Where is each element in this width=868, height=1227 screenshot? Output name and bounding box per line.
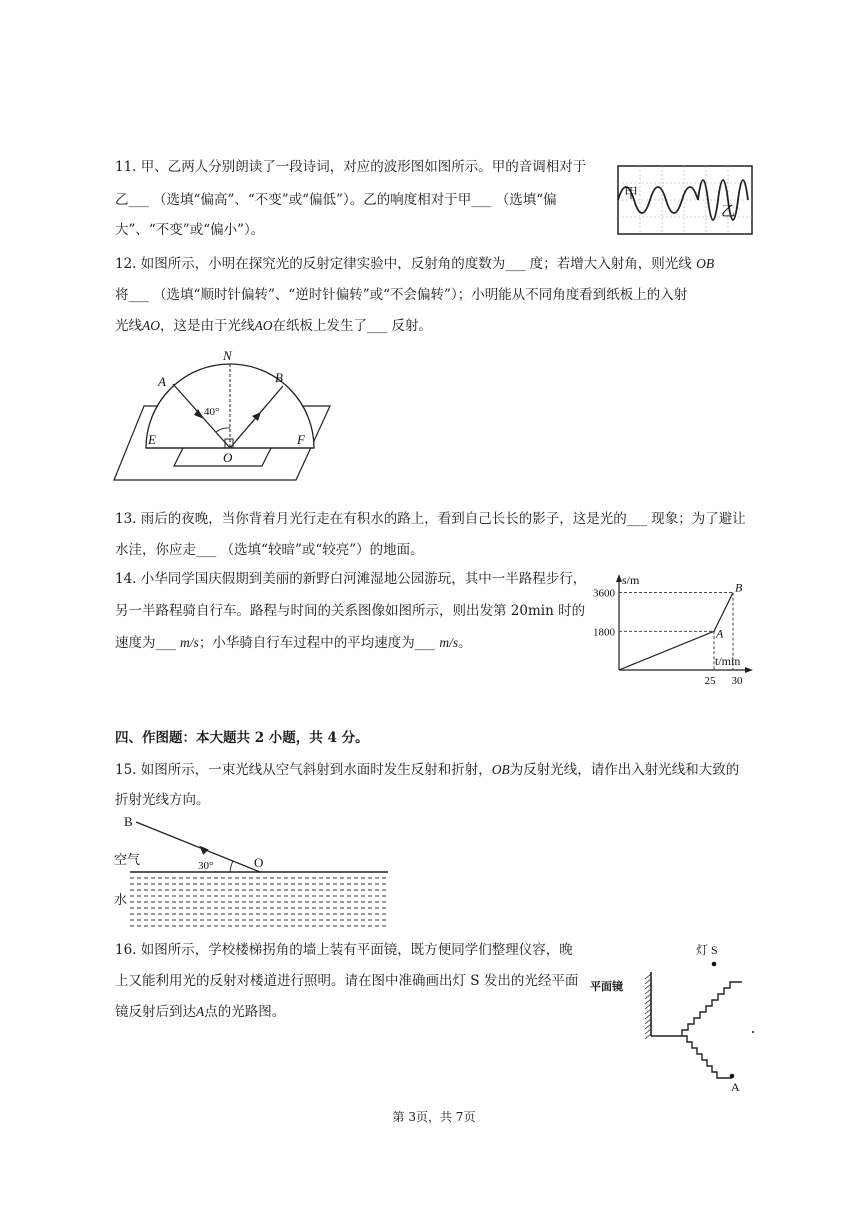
q14-line-1: 14. 小华同学国庆假期到美丽的新野白河滩湿地公园游玩，其中一半路程步行， (115, 571, 587, 587)
label-jia: 甲 (624, 187, 638, 202)
q14-unit-2: m/s (439, 635, 459, 650)
label-A: A (158, 374, 166, 389)
label-angle-30: 30° (198, 860, 214, 872)
q12-var-ao-2: AO (254, 318, 273, 333)
edge-dot (752, 1031, 754, 1033)
y-tick-label: 1800 (593, 626, 615, 639)
label-a: A (731, 1080, 740, 1094)
label-air: 空气 (114, 852, 141, 867)
mirror-hatch-line (645, 979, 651, 984)
mirror-hatch-line (645, 1014, 651, 1019)
q12-line-3 (115, 316, 432, 336)
q12-line-3c: 在纸板上发生了___ 反射。 (272, 318, 433, 334)
mirror-hatch-line (645, 989, 651, 994)
label-mirror: 平面镜 (590, 981, 623, 993)
q12-line-2: 将___ （选填“顺时针偏转”、“逆时针偏转”或“不会偏转”）；小明能从不同角度看到纸板上的入射 (115, 287, 688, 303)
x-axis-label: t/min (715, 654, 741, 668)
y-axis-label: s/m (622, 573, 640, 587)
q15-line-1b: 为反射光线，请作出入射光线和大致的 (509, 762, 740, 778)
q16-line-3b: 点的光路图。 (204, 1004, 286, 1020)
q14-line-3: 速度为___ m/s；小华骑自行车过程中的平均速度为___ m/s。 (115, 635, 472, 651)
label-yi: 乙 (721, 205, 735, 220)
mirror-hatch-line (645, 1029, 651, 1034)
mirror-hatch-line (645, 1009, 651, 1014)
q12-line-3b: ，这是由于光线 (160, 318, 255, 334)
q15-line-2: 折射光线方向。 (115, 792, 210, 808)
q12-var-ob: OB (696, 256, 715, 271)
mirror-hatch-line (645, 994, 651, 999)
label-N: N (223, 348, 232, 363)
q16-line-1: 16. 如图所示，学校楼梯拐角的墙上装有平面镜，既方便同学们整理仪容，晚 (115, 942, 573, 958)
q12-var-ao-1: AO (142, 318, 160, 333)
label-F: F (297, 432, 305, 447)
mirror-hatch-line (645, 1034, 651, 1039)
label-B: B (275, 370, 283, 385)
q12-line-3a: 光线 (115, 318, 142, 334)
q16-line-2: 上又能利用光的反射对楼道进行照明。请在图中准确画出灯 S 发出的光经平面 (115, 973, 579, 989)
q16-line-3 (115, 1002, 285, 1022)
q16-stair-figure (590, 944, 760, 1094)
lamp-s-dot (712, 962, 717, 967)
label-water: 水 (114, 892, 128, 907)
x-axis-arrow (745, 667, 753, 673)
q14-st-chart (585, 572, 755, 687)
label-E: E (148, 432, 156, 447)
q11-line-1: 11. 甲、乙两人分别朗读了一段诗词，对应的波形图如图所示。甲的音调相对于 (115, 159, 587, 175)
mirror-hatch-line (645, 974, 651, 979)
label-O: O (223, 450, 233, 465)
q16-var-a: A (196, 1004, 205, 1019)
y-tick-label: 3600 (593, 587, 615, 600)
section-4-heading: 四、作图题：本大题共 2 小题，共 4 分。 (115, 730, 369, 746)
q11-line-3: 大”、“不变”或“偏小”）。 (115, 222, 265, 238)
q14-line-3a: 速度为___ (115, 635, 181, 651)
q15-line-1 (115, 760, 739, 780)
q15-water-figure (112, 812, 392, 937)
label-O: O (254, 855, 264, 870)
q11-line-2: 乙___ （选填“偏高”、“不变”或“偏低”）。乙的响度相对于甲___ （选填“偏 (115, 192, 557, 208)
mirror-hatch-line (645, 1004, 651, 1009)
point-label-B: B (735, 580, 743, 595)
x-tick-label: 30 (731, 675, 743, 687)
mirror-hatch-line (645, 984, 651, 989)
q12-line-1 (115, 254, 714, 274)
point-a-dot (730, 1074, 735, 1079)
q13-line-1: 13. 雨后的夜晚，当你背着月光行走在有积水的路上，看到自己长长的影子，这是光的___ 现象；为了避让 (115, 511, 746, 527)
q13-line-2: 水洼，你应走___ （选填“较暗”或“较亮”）的地面。 (115, 542, 424, 558)
point-label-A: A (716, 626, 724, 641)
q14-unit-1: m/s (180, 635, 199, 650)
q11-waveform-figure (618, 166, 753, 236)
label-angle-40: 40° (204, 406, 220, 418)
q14-line-2: 另一半路程骑自行车。路程与时间的关系图像如图所示，则出发第 20min 时的 (115, 603, 586, 619)
page-footer: 第 3页，共 7页 (392, 1110, 476, 1124)
q16-line-3a: 镜反射后到达 (115, 1004, 196, 1020)
q14-line-3b: ；小华骑自行车过程中的平均速度为___ (198, 635, 440, 651)
mirror-hatch-line (645, 999, 651, 1004)
mirror-hatch-line (645, 1024, 651, 1029)
q15-line-1a: 15. 如图所示，一束光线从空气斜射到水面时发生反射和折射， (115, 762, 492, 778)
q12-reflection-figure (112, 348, 342, 488)
label-lamp-s: 灯 S (696, 943, 718, 957)
label-B: B (124, 814, 133, 829)
q15-var-ob: OB (491, 762, 510, 777)
mirror-hatch-line (645, 1019, 651, 1024)
q12-line-1-text: 12. 如图所示，小明在探究光的反射定律实验中，反射角的度数为___ 度；若增大入射角，则光线 (115, 256, 692, 272)
x-tick-label: 25 (704, 675, 716, 687)
